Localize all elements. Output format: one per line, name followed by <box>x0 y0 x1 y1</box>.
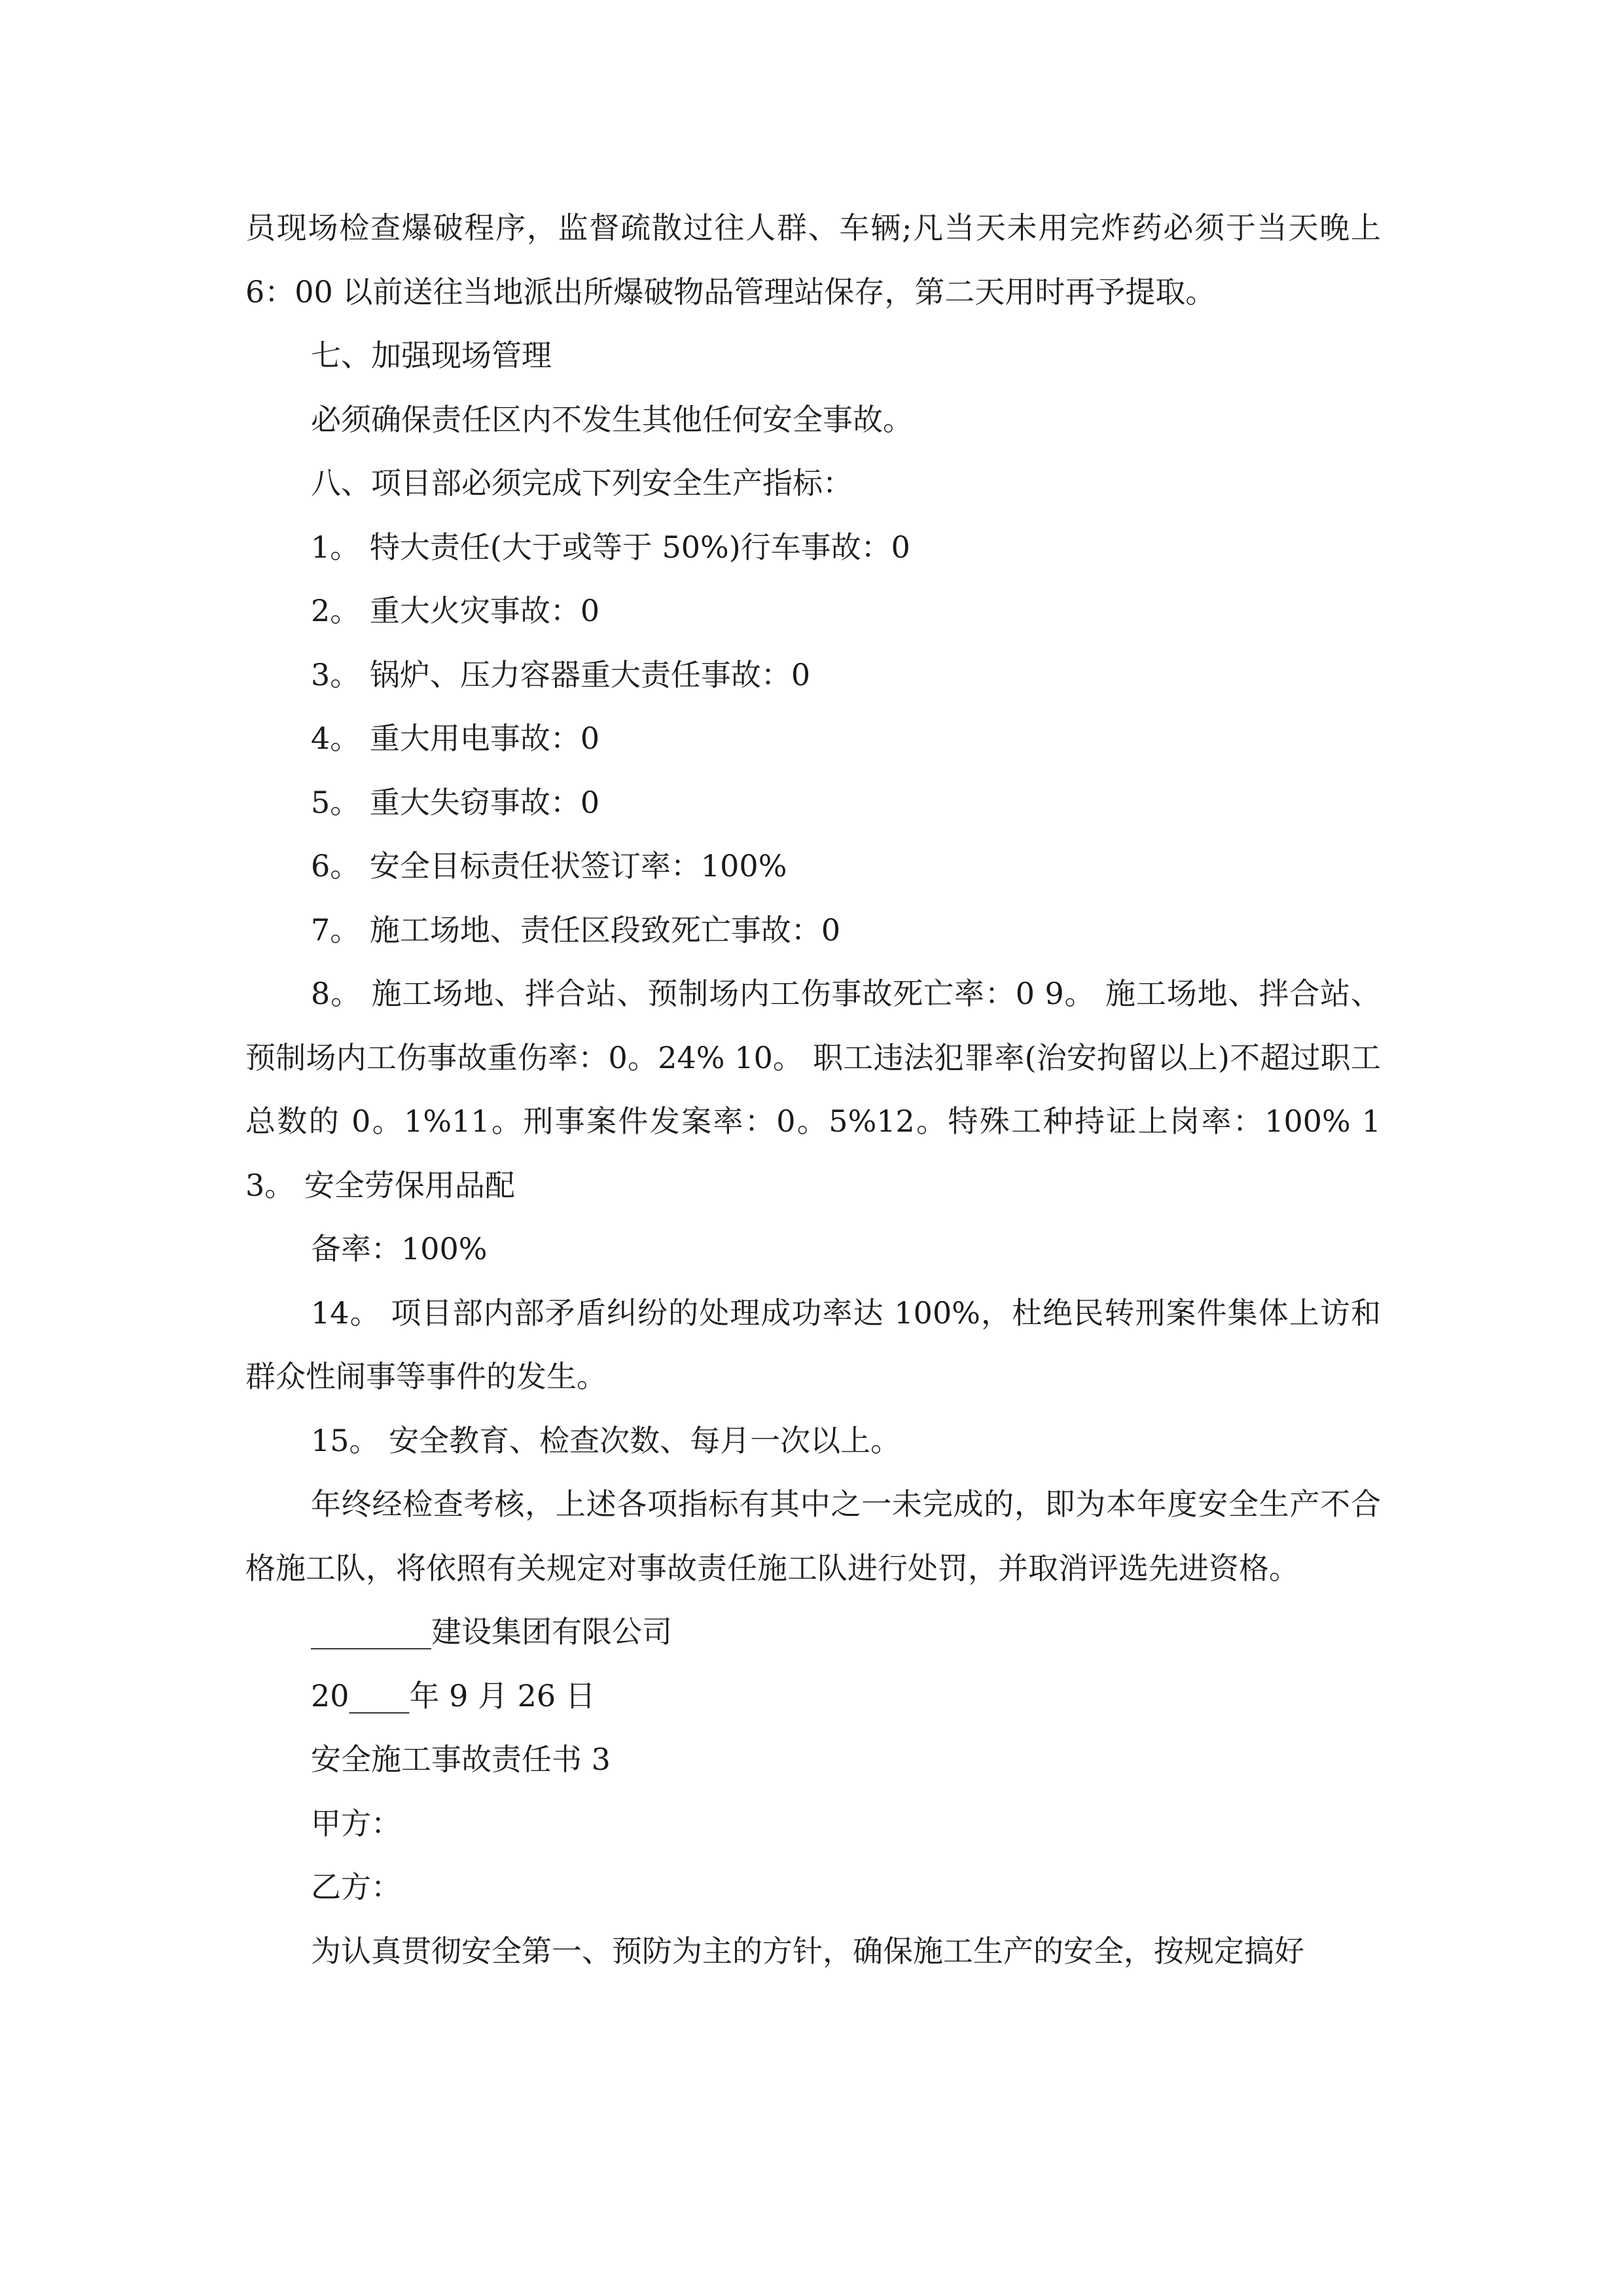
indicator-item-2: 2。 重大火灾事故：0 <box>311 593 600 628</box>
indicator-item-5: 5。 重大失窃事故：0 <box>311 784 600 820</box>
indicator-item-7: 7。 施工场地、责任区段致死亡事故：0 <box>311 912 841 948</box>
paragraph-no-accidents: 必须确保责任区内不发生其他任何安全事故。 <box>311 401 913 437</box>
paragraph-safety-policy: 为认真贯彻安全第一、预防为主的方针，确保施工生产的安全，按规定搞好 <box>311 1933 1304 1969</box>
indicator-item-15: 15。 安全教育、检查次数、每月一次以上。 <box>311 1422 901 1458</box>
document-date: 20____年 9 月 26 日 <box>311 1677 596 1713</box>
indicator-item-13-rate: 备率：100% <box>311 1231 488 1266</box>
indicator-item-6: 6。 安全目标责任状签订率：100% <box>311 848 787 884</box>
indicator-item-1: 1。 特大责任(大于或等于 50%)行车事故：0 <box>311 529 910 565</box>
paragraph-blasting-continuation: 员现场检查爆破程序，监督疏散过往人群、车辆;凡当天未用完炸药必须于当天晚上 6：00 以前送往当地派出所爆破物品管理站保存，第二天用时再予提取。 <box>245 210 1391 310</box>
section-title: 安全施工事故责任书 3 <box>311 1742 611 1777</box>
company-signature: ________建设集团有限公司 <box>311 1614 672 1649</box>
indicator-item-3: 3。 锅炉、压力容器重大责任事故：0 <box>311 656 811 692</box>
party-a-label: 甲方： <box>311 1805 401 1841</box>
heading-safety-indicators: 八、项目部必须完成下列安全生产指标： <box>311 465 853 501</box>
heading-site-management: 七、加强现场管理 <box>311 338 552 373</box>
paragraph-year-end-assessment: 年终经检查考核，上述各项指标有其中之一未完成的，即为本年度安全生产不合格施工队，将依照有关规定对事故责任施工队进行处罚，并取消评选先进资格。 <box>245 1486 1381 1586</box>
document-body <box>245 196 1391 1983</box>
party-b-label: 乙方： <box>311 1869 401 1905</box>
indicator-item-4: 4。 重大用电事故：0 <box>311 721 600 756</box>
indicator-items-8-13: 8。 施工场地、拌合站、预制场内工伤事故死亡率：0 9。 施工场地、拌合站、预制场内工伤事故重伤率：0。24% 10。 职工违法犯罪率(治安拘留以上)不超过职工总数的 0。1%11。刑事案件发案率：0。5%12。特殊工种持证上岗率：100% 13。 安全劳保用品配 <box>245 976 1381 1203</box>
indicator-item-14: 14。 项目部内部矛盾纠纷的处理成功率达 100%，杜绝民转刑案件集体上访和群众性闹事等事件的发生。 <box>245 1295 1381 1394</box>
